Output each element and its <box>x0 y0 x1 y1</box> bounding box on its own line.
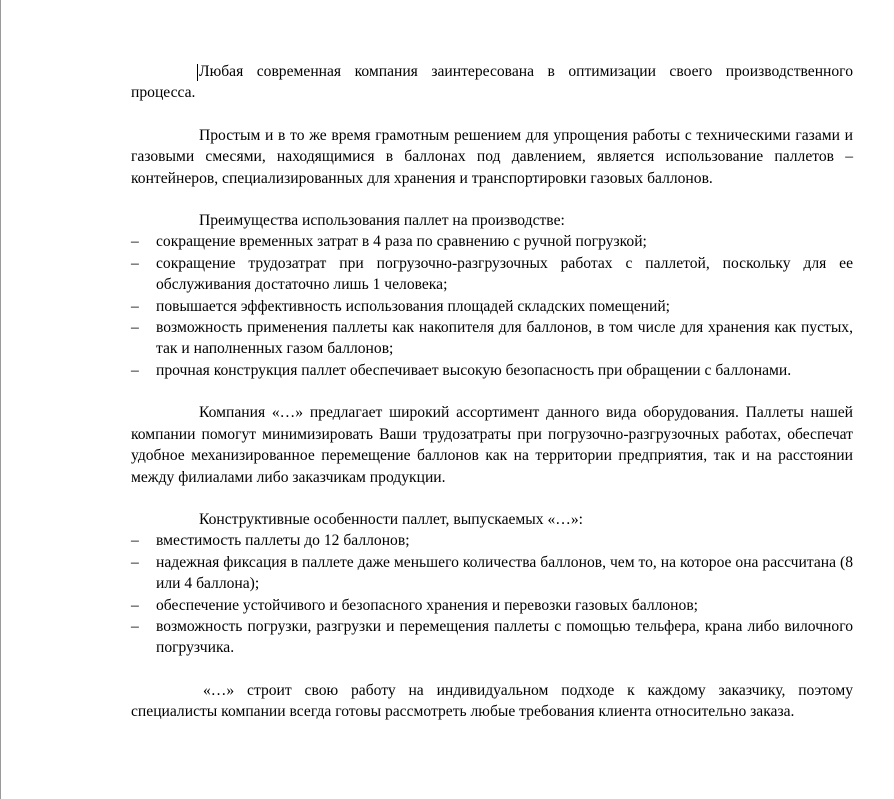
paragraph-pallets-solution: Простым и в то же время грамотным решением для упрощения работы с техническими газами и газовыми смесями, находящимися в баллонах под давлением, является использование паллетов – контейнеров, специализированных для хранения и транспортировки газовых баллонов. <box>131 126 853 187</box>
list-item: – обеспечение устойчивого и безопасного хранения и перевозки газовых баллонов; <box>131 595 853 616</box>
list-item: – возможность погрузки, разгрузки и перемещения паллеты с помощью тельфера, крана либо вилочного погрузчика. <box>131 617 853 657</box>
list-dash: – <box>131 553 139 571</box>
paragraph-company-offer: Компания «…» предлагает широкий ассортимент данного вида оборудования. Паллеты нашей компании помогут минимизировать Ваши трудозатраты при погрузочно-разгрузочных работах, обеспечат удобное механизированное перемещение баллонов как на территории предприятия, так и на расстоянии между филиалами либо заказчикам продукции. <box>131 404 853 486</box>
list-item: – возможность применения паллеты как накопителя для баллонов, в том числе для хранения как пустых, так и наполненных газом баллонов; <box>131 319 853 358</box>
list-item: – сокращение временных затрат в 4 раза по сравнению с ручной погрузкой; <box>131 231 853 252</box>
list-dash: – <box>131 233 139 251</box>
list-item: – повышается эффективность использования площадей складских помещений; <box>131 296 853 317</box>
advantages-list <box>131 231 853 381</box>
list-item: – прочная конструкция паллет обеспечивает высокую безопасность при обращении с баллонами. <box>131 360 853 381</box>
features-heading: Конструктивные особенности паллет, выпускаемых «…»: <box>199 510 583 528</box>
paragraph-individual-approach: «…» строит свою работу на индивидуальном подходе к каждому заказчику, поэтому специалисты компании всегда готовы рассмотреть любые требования клиента относительно заказа. <box>131 681 853 721</box>
list-item: – надежная фиксация в паллете даже меньшего количества баллонов, чем то, на которое она рассчитана (8 или 4 баллона); <box>131 553 853 593</box>
list-dash: – <box>131 297 139 315</box>
features-list <box>131 530 853 658</box>
list-dash: – <box>131 532 139 550</box>
list-dash: – <box>131 254 139 272</box>
list-dash: – <box>131 617 139 635</box>
document-body[interactable] <box>131 61 853 723</box>
list-item: – вместимость паллеты до 12 баллонов; <box>131 530 853 551</box>
list-dash: – <box>131 319 139 337</box>
list-dash: – <box>131 596 139 614</box>
list-item: – сокращение трудозатрат при погрузочно-разгрузочных работах с паллетой, поскольку для ее обслуживания достаточно лишь 1 человека; <box>131 254 853 294</box>
paragraph-intro: Любая современная компания заинтересована в оптимизации своего производственного процесса. <box>131 63 853 102</box>
advantages-heading: Преимущества использования паллет на производстве: <box>199 212 565 230</box>
list-dash: – <box>131 361 139 379</box>
